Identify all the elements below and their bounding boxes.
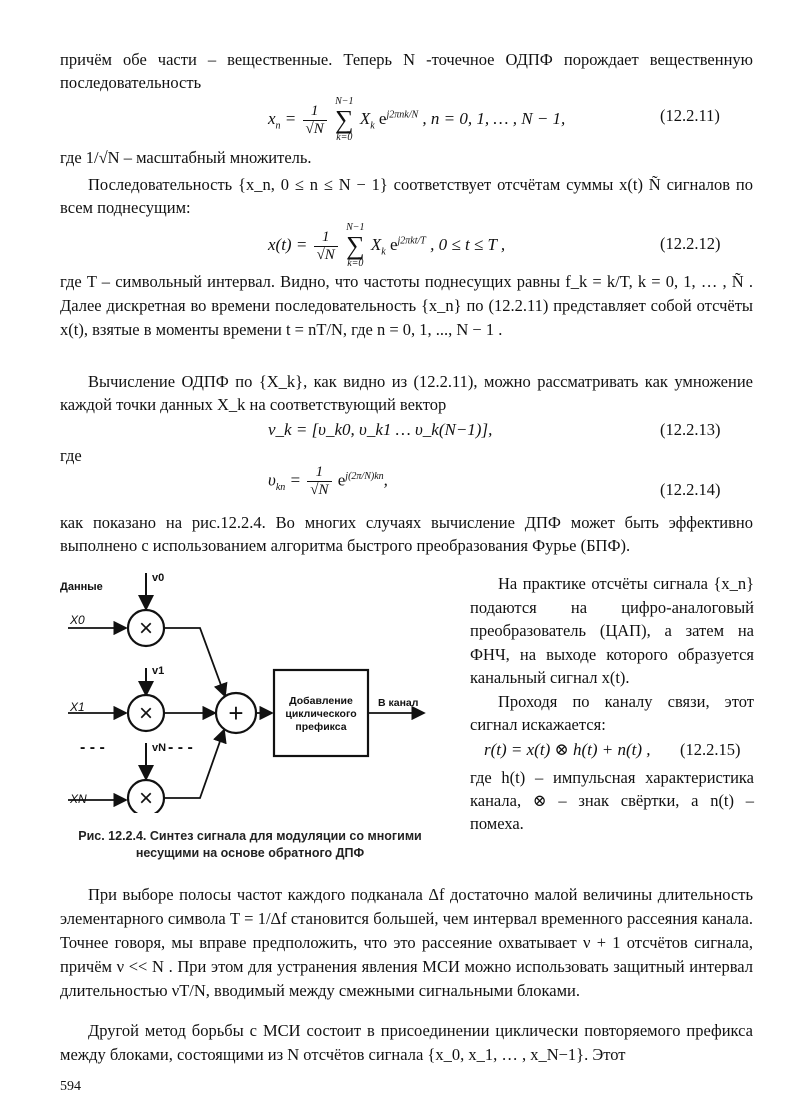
dots-left: - - - (80, 739, 105, 756)
figure-caption (60, 828, 440, 862)
svg-text:префикса: префикса (295, 721, 347, 733)
paragraph-5: Вычисление ОДПФ по {X_k}, как видно из (12.2.11), можно рассматривать как умножение каждой точки данных X_k на соответствующий вектор (60, 372, 753, 414)
multiplier-n (128, 780, 164, 813)
right-paragraph-3: где h(t) – импульсная характеристика канала, ⊗ – знак свёртки, а n(t) – помеха. (470, 768, 754, 833)
paragraph-6: где (60, 446, 82, 465)
equation-number-12-2-12: (12.2.12) (660, 234, 721, 253)
equation-12-2-11: $x_n$ = $\frac{1}{√N}$ N−1 ∑ k=0 $X_k$ $e^{j2\pi nk/N}$ , n = 0, 1, … , N − 1, (268, 96, 566, 143)
adder (216, 693, 256, 733)
paragraph-4: где T – символьный интервал. Видно, что частоты поднесущих равны f_k = k/T, k = 0, 1, … , Ñ . Далее дискретная во времени последовательность {x_n} по (12.2.11) представляет собой отсчёты x(t), взятые в моменты времени t = nT/N, где n = 0, 1, ..., N − 1 . (60, 272, 753, 339)
caption-line-2: несущими на основе обратного ДПФ (135, 846, 365, 860)
vector-vn-label: vN (152, 742, 167, 754)
cyclic-prefix-box (274, 670, 368, 756)
output-label: В канал (378, 697, 419, 709)
svg-text:×: × (138, 785, 154, 812)
equation-number-12-2-13: (12.2.13) (660, 420, 721, 439)
vector-v0-label: v0 (152, 572, 165, 584)
page-number: 594 (60, 1079, 81, 1094)
line-0-to-adder (164, 628, 225, 696)
data-label: Данные (60, 581, 103, 593)
svg-text:Добавление: Добавление (289, 695, 353, 707)
equation-12-2-13: v_k = [υ_k0, υ_k1 … υ_k(N−1)], (268, 420, 493, 439)
figure-12-2-4-diagram (60, 568, 460, 813)
input-x0-label: X0 (70, 613, 85, 627)
paragraph-2: где 1/√N – масштабный множитель. (60, 148, 312, 167)
equation-number-12-2-11: (12.2.11) (660, 106, 720, 125)
svg-text:+: + (228, 698, 244, 728)
paragraph-7: как показано на рис.12.2.4. Во многих случаях вычисление ДПФ может быть эффективно выполнено с использованием алгоритма быстрого преобразования Фурье (БПФ). (60, 513, 753, 555)
multiplier-1 (128, 695, 164, 731)
dots-right: - - - (168, 739, 193, 756)
svg-text:циклического: циклического (285, 708, 357, 720)
paragraph-3: Последовательность {x_n, 0 ≤ n ≤ N − 1} соответствует отсчётам суммы x(t) Ñ сигналов по всем поднесущим: (60, 175, 753, 217)
right-paragraph-2: Проходя по каналу связи, этот сигнал искажается: (470, 692, 754, 734)
paragraph-9: Другой метод борьбы с МСИ состоит в присоединении циклически повторяемого префикса между блоками, состоящими из N отсчётов сигнала {x_0, x_1, … , x_N−1}. Этот (60, 1021, 753, 1064)
svg-text:×: × (138, 615, 154, 642)
multiplier-0 (128, 610, 164, 646)
svg-text:×: × (138, 700, 154, 727)
input-xn-label: XN (70, 792, 87, 806)
equation-number-12-2-15: (12.2.15) (680, 740, 741, 759)
right-paragraph-1: На практике отсчёты сигнала {x_n} подаются на цифро-аналоговый преобразователь (ЦАП), а затем на ФНЧ, на выходе которого образуется канальный сигнал x(t). (470, 574, 754, 687)
equation-12-2-12: x(t) = $\frac{1}{√N}$ N−1 ∑ k=0 $X_k$ $e^{j2\pi kt/T}$ , 0 ≤ t ≤ T , (268, 222, 506, 269)
equation-12-2-14: $\upsilon_{kn}$ = $\frac{1}{√N}$ $e^{j(2\pi/N)kn}$, (268, 464, 388, 498)
vector-v1-label: v1 (152, 665, 165, 677)
input-x1-label: X1 (70, 700, 85, 714)
equation-12-2-15: r(t) = x(t) ⊗ h(t) + n(t) , (484, 740, 651, 759)
paragraph-1: причём обе части – вещественные. Теперь N -точечное ОДПФ порождает вещественную последовательность (60, 50, 753, 92)
equation-number-12-2-14: (12.2.14) (660, 480, 721, 499)
caption-line-1: Рис. 12.2.4. Синтез сигнала для модуляции со многими (78, 829, 422, 843)
paragraph-8: При выборе полосы частот каждого подканала Δf достаточно малой величины длительность элементарного символа T = 1/Δf становится большей, чем интервал временного рассеяния канала. Точнее говоря, мы вправе предположить, что это рассеяние охватывает ν + 1 отсчётов сигнала, причём ν << N . При этом для устранения явления МСИ можно использовать защитный интервал длительностью νT/N, вводимый между смежными сигнальными блоками. (60, 885, 753, 1000)
